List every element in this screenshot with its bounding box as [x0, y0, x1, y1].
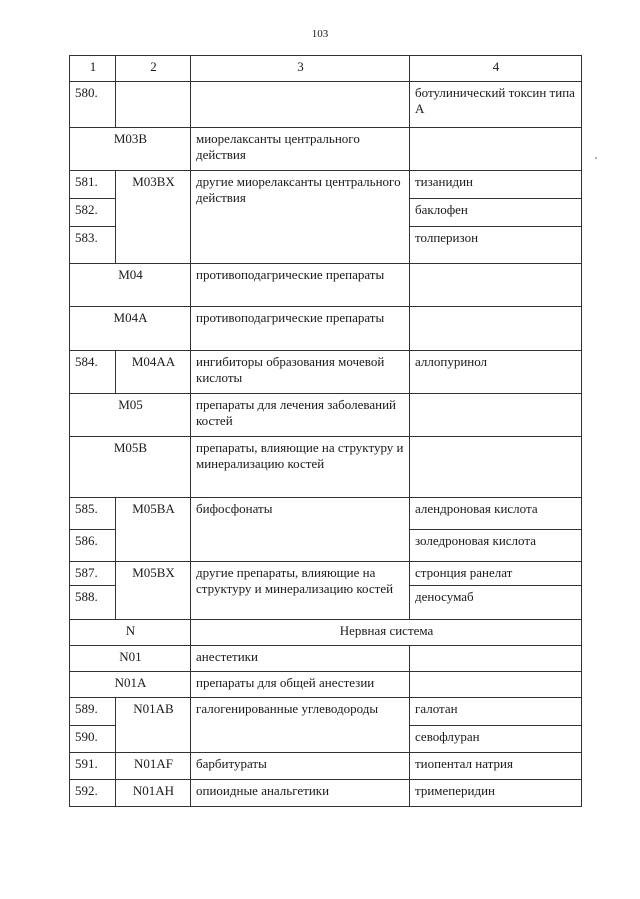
table-row	[70, 562, 582, 586]
atc-group-name: бифосфонаты	[191, 498, 410, 562]
table-row	[70, 82, 582, 128]
drug-name: баклофен	[410, 199, 582, 227]
drug-name: тизанидин	[410, 171, 582, 199]
row-number: 585.	[70, 498, 116, 530]
table-row	[70, 437, 582, 498]
empty-cell	[410, 437, 582, 498]
empty-cell	[410, 128, 582, 171]
atc-group-code: M05B	[70, 437, 191, 498]
table-row	[70, 171, 582, 199]
atc-group-name: ингибиторы образования мочевой кислоты	[191, 351, 410, 394]
column-header: 3	[191, 56, 410, 82]
drug-name: золедроновая кислота	[410, 530, 582, 562]
column-header: 1	[70, 56, 116, 82]
column-header: 4	[410, 56, 582, 82]
empty-cell	[410, 264, 582, 307]
table-row	[70, 498, 582, 530]
atc-group-code: M04A	[70, 307, 191, 351]
row-number: 581.	[70, 171, 116, 199]
row-number: 587.	[70, 562, 116, 586]
atc-group-name: миорелаксанты центрального действия	[191, 128, 410, 171]
section-title: Нервная система	[191, 620, 582, 646]
atc-code: M04AA	[116, 351, 191, 394]
empty-cell	[410, 672, 582, 698]
page-number: 103	[311, 28, 329, 40]
column-header: 2	[116, 56, 191, 82]
row-number: 583.	[70, 227, 116, 264]
table-row	[70, 394, 582, 437]
atc-group-name: препараты для лечения заболеваний костей	[191, 394, 410, 437]
row-number: 590.	[70, 726, 116, 753]
table-row	[70, 780, 582, 807]
atc-group-name: анестетики	[191, 646, 410, 672]
drug-name: деносумаб	[410, 586, 582, 620]
drug-name: аллопуринол	[410, 351, 582, 394]
atc-code: N01AH	[116, 780, 191, 807]
table-row	[70, 264, 582, 307]
atc-group-name: другие миорелаксанты центрального действия	[191, 171, 410, 264]
atc-group-code: M05	[70, 394, 191, 437]
drug-name: ботулинический токсин типа А	[410, 82, 582, 128]
atc-group-name: противоподагрические препараты	[191, 264, 410, 307]
medicines-table	[69, 55, 582, 807]
table-row	[70, 753, 582, 780]
drug-name: галотан	[410, 698, 582, 726]
row-number: 591.	[70, 753, 116, 780]
table-row	[70, 646, 582, 672]
row-number: 584.	[70, 351, 116, 394]
drug-name: стронция ранелат	[410, 562, 582, 586]
atc-code: M03BX	[116, 171, 191, 264]
scan-speck	[595, 157, 597, 159]
atc-group-code: N01A	[70, 672, 191, 698]
atc-code-cell	[116, 82, 191, 128]
atc-code: M05BX	[116, 562, 191, 620]
atc-code: N01AB	[116, 698, 191, 753]
atc-code: M05BA	[116, 498, 191, 562]
row-number: 589.	[70, 698, 116, 726]
table-row	[70, 307, 582, 351]
atc-group-name: опиоидные анальгетики	[191, 780, 410, 807]
table-row	[70, 128, 582, 171]
atc-group-code: N01	[70, 646, 191, 672]
table-row	[70, 351, 582, 394]
empty-cell	[410, 307, 582, 351]
atc-group-name: другие препараты, влияющие на структуру и минерализацию костей	[191, 562, 410, 620]
drug-name: тиопентал натрия	[410, 753, 582, 780]
row-number: 592.	[70, 780, 116, 807]
row-number: 586.	[70, 530, 116, 562]
drug-name: толперизон	[410, 227, 582, 264]
atc-group-name: противоподагрические препараты	[191, 307, 410, 351]
table-header-row	[70, 56, 582, 82]
drug-name: тримеперидин	[410, 780, 582, 807]
table-row	[70, 620, 582, 646]
empty-cell	[410, 646, 582, 672]
atc-group-name: препараты для общей анестезии	[191, 672, 410, 698]
atc-group-code: N	[70, 620, 191, 646]
drug-name: алендроновая кислота	[410, 498, 582, 530]
atc-group-name: препараты, влияющие на структуру и минерализацию костей	[191, 437, 410, 498]
row-number: 588.	[70, 586, 116, 620]
table-row	[70, 698, 582, 726]
row-number: 580.	[70, 82, 116, 128]
atc-group-name: галогенированные углеводороды	[191, 698, 410, 753]
empty-cell	[410, 394, 582, 437]
atc-group-name: барбитураты	[191, 753, 410, 780]
row-number: 582.	[70, 199, 116, 227]
group-name-cell	[191, 82, 410, 128]
atc-group-code: M04	[70, 264, 191, 307]
drug-name: севофлуран	[410, 726, 582, 753]
atc-code: N01AF	[116, 753, 191, 780]
atc-group-code: M03B	[70, 128, 191, 171]
table-row	[70, 672, 582, 698]
